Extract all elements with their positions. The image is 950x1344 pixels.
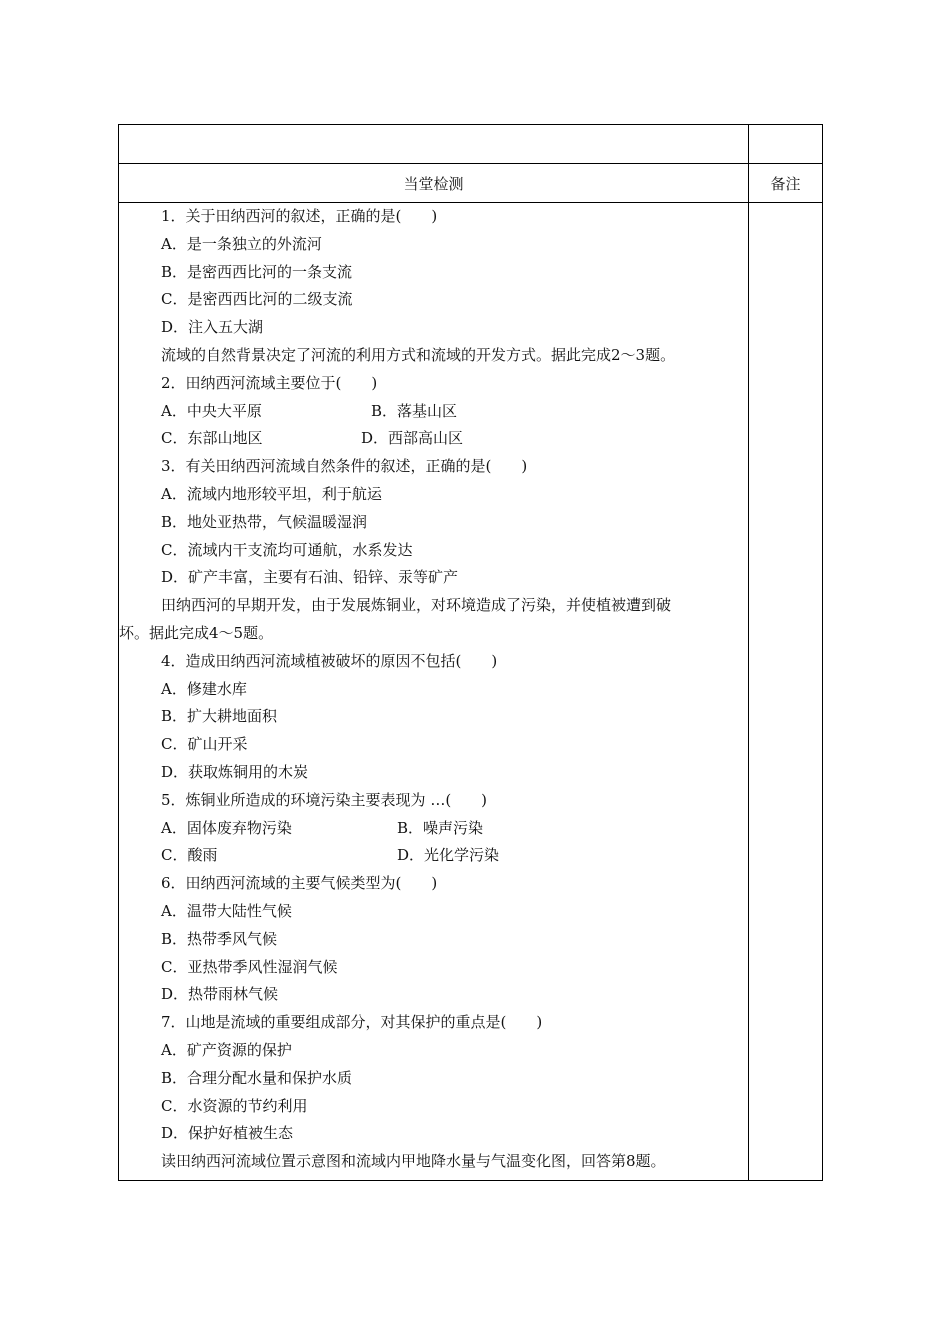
empty-row (119, 125, 822, 164)
option-line: B．噪声污染 (397, 818, 484, 837)
option-line: D．注入五大湖 (161, 318, 264, 337)
note-cell (749, 203, 822, 1180)
option-pair (161, 398, 740, 426)
passage-line: 田纳西河的早期开发，由于发展炼铜业，对环境造成了污染，并使植被遭到破 (161, 596, 672, 615)
passage-line: 读田纳西河流域位置示意图和流域内甲地降水量与气温变化图，回答第8题。 (161, 1152, 666, 1171)
option-line: D．热带雨林气候 (161, 985, 279, 1004)
option-line: C．流域内干支流均可通航，水系发达 (161, 540, 413, 559)
option-line: A．是一条独立的外流河 (161, 234, 322, 253)
header-row (119, 164, 822, 203)
content-row (119, 203, 822, 1180)
option-line: A．矿产资源的保护 (161, 1040, 292, 1059)
option-line: A．温带大陆性气候 (161, 901, 292, 920)
section-title: 当堂检测 (119, 164, 749, 202)
option-line: B．是密西西比河的一条支流 (161, 262, 353, 281)
option-line: D．矿产丰富，主要有石油、铅锌、汞等矿产 (161, 568, 459, 587)
question-line: 3．有关田纳西河流域自然条件的叙述，正确的是( ) (161, 457, 528, 476)
passage-line: 坏。据此完成4～5题。 (119, 623, 274, 642)
worksheet-table (118, 124, 823, 1181)
option-line: C．是密西西比河的二级支流 (161, 290, 353, 309)
question-line: 7．山地是流域的重要组成部分，对其保护的重点是( ) (161, 1013, 543, 1032)
question-list (119, 203, 749, 1180)
option-line: C．酸雨 (161, 846, 218, 865)
option-line: C．亚热带季风性湿润气候 (161, 957, 338, 976)
question-line: 2．田纳西河流域主要位于( ) (161, 373, 378, 392)
empty-note-cell (749, 125, 822, 163)
option-line: B．合理分配水量和保护水质 (161, 1068, 353, 1087)
question-line: 1．关于田纳西河的叙述，正确的是( ) (161, 207, 438, 225)
option-pair (161, 425, 740, 453)
option-line: C．东部山地区 (161, 429, 263, 448)
option-pair (161, 842, 740, 870)
question-line: 4．造成田纳西河流域植被破坏的原因不包括( ) (161, 651, 498, 670)
option-pair (161, 815, 740, 843)
question-line: 5．炼铜业所造成的环境污染主要表现为 …( ) (161, 790, 488, 809)
option-line: B．扩大耕地面积 (161, 707, 278, 726)
option-line: A．修建水库 (161, 679, 247, 698)
option-line: D．光化学污染 (397, 846, 500, 865)
option-line: B．热带季风气候 (161, 929, 278, 948)
option-line: A．中央大平原 (161, 401, 262, 420)
option-line: D．获取炼铜用的木炭 (161, 762, 309, 781)
option-line: D．保护好植被生态 (161, 1124, 294, 1143)
option-line: D．西部高山区 (361, 429, 464, 448)
question-line: 6．田纳西河流域的主要气候类型为( ) (161, 874, 438, 893)
passage-line: 流域的自然背景决定了河流的利用方式和流域的开发方式。据此完成2～3题。 (161, 345, 676, 364)
option-line: C．水资源的节约利用 (161, 1096, 308, 1115)
option-line: C．矿山开采 (161, 735, 248, 754)
option-line: B．落基山区 (371, 401, 458, 420)
note-column-title: 备注 (770, 174, 801, 193)
option-line: A．流域内地形较平坦，利于航运 (161, 484, 382, 503)
option-line: A．固体废弃物污染 (161, 818, 292, 837)
option-line: B．地处亚热带，气候温暖湿润 (161, 512, 368, 531)
empty-cell (119, 125, 749, 163)
